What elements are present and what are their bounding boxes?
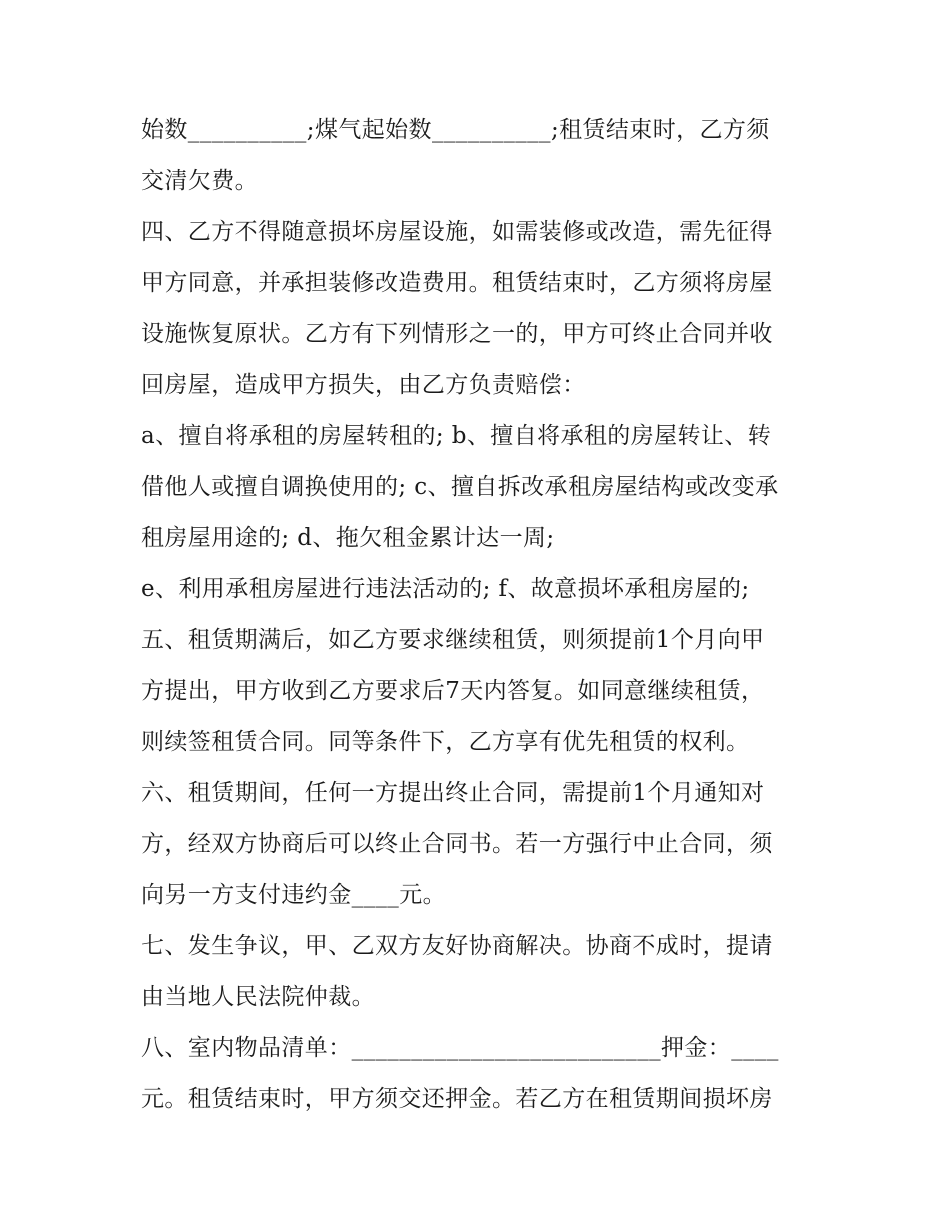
text-line: 甲方同意，并承担装修改造费用。租赁结束时，乙方须将房屋 [141, 270, 773, 296]
text-line: 交清欠费。 [141, 168, 258, 194]
text-line: 设施恢复原状。乙方有下列情形之一的，甲方可终止合同并收 [141, 321, 773, 347]
text-line: 则续签租赁合同。同等条件下，乙方享有优先租赁的权利。 [141, 729, 750, 755]
text-line: 元。租赁结束时，甲方须交还押金。若乙方在租赁期间损坏房 [141, 1086, 773, 1112]
text-line: 向另一方支付违约金____元。 [141, 882, 446, 908]
text-line: 五、租赁期满后，如乙方要求继续租赁，则须提前1个月向甲 [141, 627, 765, 653]
text-line: 由当地人民法院仲裁。 [141, 984, 375, 1010]
text-line: a、擅自将承租的房屋转租的; b、擅自将承租的房屋转让、转 [141, 423, 772, 449]
text-line: 七、发生争议，甲、乙双方友好协商解决。协商不成时，提请 [141, 933, 773, 959]
text-line: 八、室内物品清单：__________________________押金：____ [141, 1035, 779, 1061]
text-line: 租房屋用途的; d、拖欠租金累计达一周; [141, 525, 555, 551]
text-line: 方提出，甲方收到乙方要求后7天内答复。如同意继续租赁， [141, 678, 765, 704]
text-line: 回房屋，造成甲方损失，由乙方负责赔偿： [141, 372, 586, 398]
text-line: 六、租赁期间，任何一方提出终止合同，需提前1个月通知对 [141, 780, 765, 806]
text-line: e、利用承租房屋进行违法活动的; f、故意损坏承租房屋的; [141, 576, 750, 602]
text-line: 始数__________;煤气起始数__________;租赁结束时，乙方须 [141, 117, 770, 143]
text-line: 方，经双方协商后可以终止合同书。若一方强行中止合同，须 [141, 831, 773, 857]
text-line: 借他人或擅自调换使用的; c、擅自拆改承租房屋结构或改变承 [141, 474, 779, 500]
text-line: 四、乙方不得随意损坏房屋设施，如需装修或改造，需先征得 [141, 219, 773, 245]
